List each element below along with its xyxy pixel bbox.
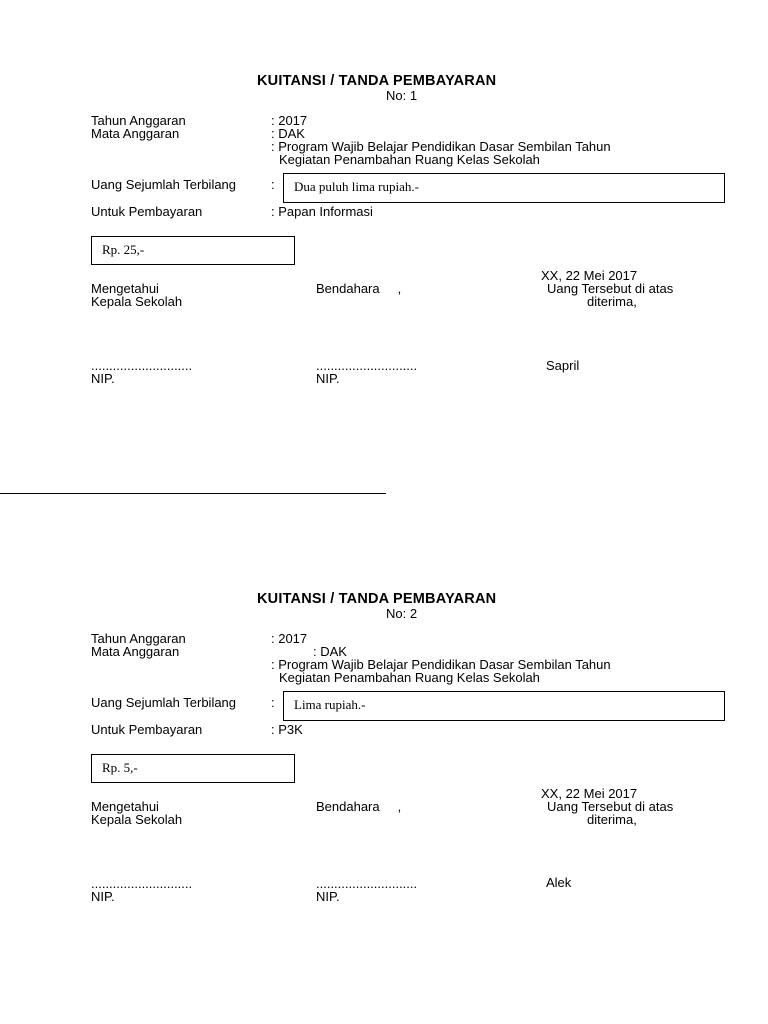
tahun-anggaran-value: : 2017 — [271, 113, 308, 128]
bendahara-label: Bendahara , — [316, 281, 402, 296]
receipt-number: No: 1 — [386, 88, 418, 103]
signature-dots-bendahara: ............................ — [316, 876, 418, 891]
terbilang-box — [283, 173, 725, 203]
nip-bendahara: NIP. — [316, 889, 340, 904]
tahun-anggaran-label: Tahun Anggaran — [91, 631, 186, 646]
page-divider — [0, 493, 386, 494]
receipt-2 — [0, 518, 768, 998]
tahun-anggaran-label: Tahun Anggaran — [91, 113, 186, 128]
terbilang-label: Uang Sejumlah Terbilang — [91, 177, 237, 192]
mata-anggaran-label: Mata Anggaran — [91, 644, 180, 659]
untuk-pembayaran-value: : Papan Informasi — [271, 204, 373, 219]
receipt-number: No: 2 — [386, 606, 418, 621]
nip-kepala: NIP. — [91, 371, 115, 386]
nip-bendahara: NIP. — [316, 371, 340, 386]
amount-value: Rp. 5,- — [102, 760, 138, 775]
untuk-pembayaran-label: Untuk Pembayaran — [91, 204, 203, 219]
terbilang-label: Uang Sejumlah Terbilang — [91, 695, 237, 710]
terbilang-box — [283, 691, 725, 721]
tahun-anggaran-value: : 2017 — [271, 631, 308, 646]
mata-anggaran-value: : DAK — [313, 644, 347, 659]
terbilang-colon: : — [271, 695, 275, 710]
terbilang-value: Lima rupiah.- — [294, 697, 366, 712]
nip-kepala: NIP. — [91, 889, 115, 904]
receipt-1 — [0, 0, 768, 480]
mengetahui-label: Mengetahui — [91, 281, 159, 296]
terbilang-colon: : — [271, 177, 275, 192]
untuk-pembayaran-label: Untuk Pembayaran — [91, 722, 203, 737]
amount-box — [91, 754, 295, 783]
mata-anggaran-label: Mata Anggaran — [91, 126, 180, 141]
diterima-label: diterima, — [587, 812, 637, 827]
program-line-1: : Program Wajib Belajar Pendidikan Dasar Sembilan Tahun — [271, 139, 611, 154]
signature-dots-bendahara: ............................ — [316, 358, 418, 373]
receipt-title: KUITANSI / TANDA PEMBAYARAN — [257, 591, 497, 607]
bendahara-label: Bendahara , — [316, 799, 402, 814]
date: XX, 22 Mei 2017 — [541, 786, 638, 801]
uang-tersebut-label: Uang Tersebut di atas — [547, 799, 674, 814]
program-line-2: Kegiatan Penambahan Ruang Kelas Sekolah — [279, 670, 540, 685]
mata-anggaran-value: : DAK — [271, 126, 305, 141]
terbilang-value: Dua puluh lima rupiah.- — [294, 179, 419, 194]
uang-tersebut-label: Uang Tersebut di atas — [547, 281, 674, 296]
date: XX, 22 Mei 2017 — [541, 268, 638, 283]
diterima-label: diterima, — [587, 294, 637, 309]
recipient-name: Alek — [546, 875, 572, 890]
mengetahui-label: Mengetahui — [91, 799, 159, 814]
kepala-sekolah-label: Kepala Sekolah — [91, 812, 183, 827]
untuk-pembayaran-value: : P3K — [271, 722, 303, 737]
program-line-2: Kegiatan Penambahan Ruang Kelas Sekolah — [279, 152, 540, 167]
recipient-name: Sapril — [546, 358, 580, 373]
program-line-1: : Program Wajib Belajar Pendidikan Dasar Sembilan Tahun — [271, 657, 611, 672]
kepala-sekolah-label: Kepala Sekolah — [91, 294, 183, 309]
receipt-title: KUITANSI / TANDA PEMBAYARAN — [257, 73, 497, 89]
amount-value: Rp. 25,- — [102, 242, 145, 257]
amount-box — [91, 236, 295, 265]
signature-dots-kepala: ............................ — [91, 358, 193, 373]
signature-dots-kepala: ............................ — [91, 876, 193, 891]
